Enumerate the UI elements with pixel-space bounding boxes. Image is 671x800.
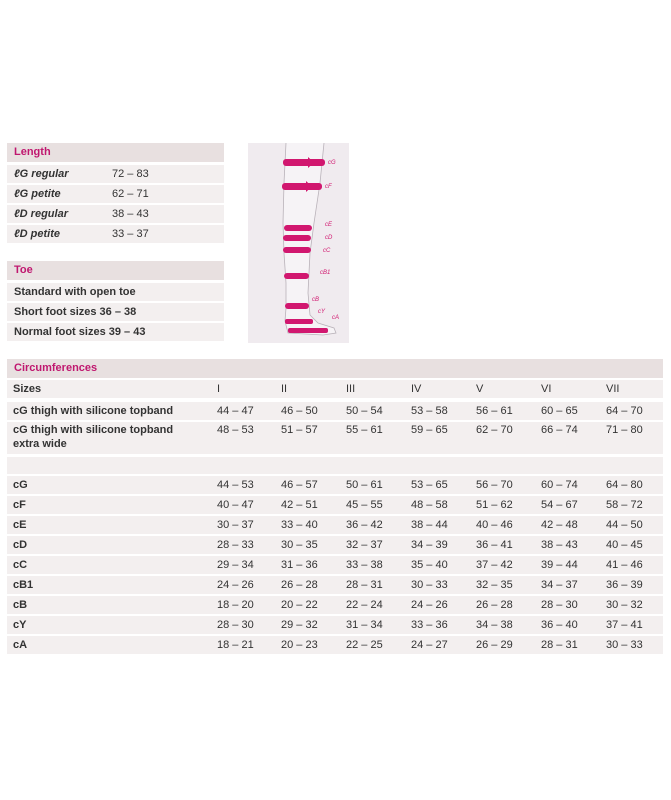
diagram-label-cE: cE xyxy=(325,222,333,228)
row-label: cB xyxy=(13,599,28,611)
size-value: 28 – 31 xyxy=(541,639,578,651)
size-value: 33 – 40 xyxy=(281,519,318,531)
table-row xyxy=(7,616,663,634)
size-value: 37 – 42 xyxy=(476,559,513,571)
leg-illustration xyxy=(248,143,349,343)
diagram-label-cF: cF xyxy=(325,184,332,190)
size-value: 53 – 65 xyxy=(411,479,448,491)
size-value: 34 – 38 xyxy=(476,619,513,631)
size-value: 33 – 36 xyxy=(411,619,448,631)
row-label: cY xyxy=(13,619,27,631)
size-value: 26 – 28 xyxy=(281,579,318,591)
table-row xyxy=(7,596,663,614)
row-label: cB1 xyxy=(13,579,34,591)
size-value: 44 – 53 xyxy=(217,479,254,491)
size-value: 18 – 20 xyxy=(217,599,254,611)
band-cY xyxy=(285,319,313,324)
size-value: 36 – 41 xyxy=(476,539,513,551)
size-value: 38 – 43 xyxy=(541,539,578,551)
size-value: 38 – 44 xyxy=(411,519,448,531)
size-value: 56 – 61 xyxy=(476,405,513,417)
size-value: 40 – 47 xyxy=(217,499,254,511)
length-row xyxy=(7,205,224,223)
size-value: 28 – 30 xyxy=(541,599,578,611)
table-row xyxy=(7,516,663,534)
length-label: ℓD petite xyxy=(14,228,61,240)
size-value: 37 – 41 xyxy=(606,619,643,631)
toe-label: Standard with open toe xyxy=(14,286,136,298)
size-value: 36 – 42 xyxy=(346,519,383,531)
length-label: ℓG petite xyxy=(14,188,61,200)
length-value: 72 – 83 xyxy=(112,168,149,180)
table-row xyxy=(7,476,663,494)
leg-measurement-diagram xyxy=(248,143,349,343)
size-value: 28 – 31 xyxy=(346,579,383,591)
size-value: 71 – 80 xyxy=(606,424,643,436)
size-value: 41 – 46 xyxy=(606,559,643,571)
size-value: VI xyxy=(541,383,552,395)
diagram-label-cB: cB xyxy=(312,297,320,303)
row-label: cE xyxy=(13,519,27,531)
size-value: 26 – 29 xyxy=(476,639,513,651)
band-cG xyxy=(283,159,325,166)
size-value: 54 – 67 xyxy=(541,499,578,511)
size-value: 22 – 25 xyxy=(346,639,383,651)
diagram-label-cG: cG xyxy=(328,160,336,166)
length-row xyxy=(7,165,224,183)
size-value: 20 – 23 xyxy=(281,639,318,651)
band-cB1 xyxy=(284,273,309,279)
size-value: 39 – 44 xyxy=(541,559,578,571)
size-value: 51 – 62 xyxy=(476,499,513,511)
size-value: 36 – 39 xyxy=(606,579,643,591)
size-value: 50 – 54 xyxy=(346,405,383,417)
row-label xyxy=(13,423,173,451)
length-row xyxy=(7,225,224,243)
size-value: 59 – 65 xyxy=(411,424,448,436)
size-value: 60 – 74 xyxy=(541,479,578,491)
diagram-label-cB1: cB1 xyxy=(320,270,331,276)
size-value: 30 – 37 xyxy=(217,519,254,531)
diagram-label-cD: cD xyxy=(325,235,333,241)
size-value: 36 – 40 xyxy=(541,619,578,631)
size-value: 45 – 55 xyxy=(346,499,383,511)
table-row xyxy=(7,576,663,594)
row-label: cG thigh with silicone topband xyxy=(13,405,174,417)
size-value: 62 – 70 xyxy=(476,424,513,436)
size-value: 58 – 72 xyxy=(606,499,643,511)
size-value: 66 – 74 xyxy=(541,424,578,436)
size-value: 42 – 48 xyxy=(541,519,578,531)
size-value: 18 – 21 xyxy=(217,639,254,651)
toe-heading: Toe xyxy=(7,261,224,280)
band-cC xyxy=(283,247,311,253)
size-value: 42 – 51 xyxy=(281,499,318,511)
size-value: 55 – 61 xyxy=(346,424,383,436)
length-heading: Length xyxy=(7,143,224,162)
size-value: 56 – 70 xyxy=(476,479,513,491)
toe-label: Short foot sizes 36 – 38 xyxy=(14,306,137,318)
table-row xyxy=(7,422,663,454)
table-row xyxy=(7,556,663,574)
length-label: ℓG regular xyxy=(14,168,69,180)
row-label-line: cG thigh with silicone topband xyxy=(13,424,174,436)
size-value: 64 – 80 xyxy=(606,479,643,491)
row-label: cG xyxy=(13,479,28,491)
diagram-label-cA: cA xyxy=(332,315,340,321)
row-label: cA xyxy=(13,639,28,651)
size-value: VII xyxy=(606,383,620,395)
size-value: 44 – 50 xyxy=(606,519,643,531)
toe-row xyxy=(7,323,224,341)
table-row xyxy=(7,402,663,420)
size-value: 33 – 38 xyxy=(346,559,383,571)
size-value: 30 – 33 xyxy=(411,579,448,591)
size-value: 46 – 50 xyxy=(281,405,318,417)
size-value: 24 – 27 xyxy=(411,639,448,651)
band-cD xyxy=(283,235,311,241)
length-value: 62 – 71 xyxy=(112,188,149,200)
size-value: 30 – 32 xyxy=(606,599,643,611)
size-value: 51 – 57 xyxy=(281,424,318,436)
size-value: 40 – 46 xyxy=(476,519,513,531)
size-value: 44 – 47 xyxy=(217,405,254,417)
size-value: 46 – 57 xyxy=(281,479,318,491)
size-value: 32 – 37 xyxy=(346,539,383,551)
size-value: I xyxy=(217,383,221,395)
size-value: 24 – 26 xyxy=(411,599,448,611)
row-label: cF xyxy=(13,499,26,511)
table-row xyxy=(7,496,663,514)
size-value: 31 – 36 xyxy=(281,559,318,571)
table-row xyxy=(7,636,663,654)
toe-row xyxy=(7,303,224,321)
size-value: 32 – 35 xyxy=(476,579,513,591)
size-value: 64 – 70 xyxy=(606,405,643,417)
size-value: 48 – 53 xyxy=(217,424,254,436)
band-cF xyxy=(282,183,322,190)
size-value: V xyxy=(476,383,484,395)
band-cE xyxy=(284,225,312,231)
band-cA xyxy=(288,328,328,333)
row-label: cD xyxy=(13,539,28,551)
row-label: cC xyxy=(13,559,28,571)
size-value: 20 – 22 xyxy=(281,599,318,611)
size-value: 34 – 37 xyxy=(541,579,578,591)
row-label-line: extra wide xyxy=(13,438,67,450)
size-value: 53 – 58 xyxy=(411,405,448,417)
size-value: 35 – 40 xyxy=(411,559,448,571)
size-value: 50 – 61 xyxy=(346,479,383,491)
row-label: Sizes xyxy=(13,383,42,395)
length-row xyxy=(7,185,224,203)
size-value: 30 – 33 xyxy=(606,639,643,651)
size-value: II xyxy=(281,383,288,395)
table-header-row xyxy=(7,380,663,398)
table-spacer-row xyxy=(7,457,663,474)
size-value: 31 – 34 xyxy=(346,619,383,631)
circumferences-heading: Circumferences xyxy=(7,359,663,378)
size-value: 40 – 45 xyxy=(606,539,643,551)
size-value: 60 – 65 xyxy=(541,405,578,417)
table-row xyxy=(7,536,663,554)
size-value: 48 – 58 xyxy=(411,499,448,511)
length-value: 33 – 37 xyxy=(112,228,149,240)
size-value: 30 – 35 xyxy=(281,539,318,551)
size-value: III xyxy=(346,383,356,395)
size-value: 26 – 28 xyxy=(476,599,513,611)
size-value: 28 – 33 xyxy=(217,539,254,551)
size-value: 24 – 26 xyxy=(217,579,254,591)
diagram-label-cC: cC xyxy=(323,248,331,254)
toe-label: Normal foot sizes 39 – 43 xyxy=(14,326,146,338)
size-value: 28 – 30 xyxy=(217,619,254,631)
diagram-label-cY: cY xyxy=(318,309,326,315)
toe-row xyxy=(7,283,224,301)
size-value: 34 – 39 xyxy=(411,539,448,551)
length-value: 38 – 43 xyxy=(112,208,149,220)
band-cB xyxy=(285,303,309,309)
size-value: 22 – 24 xyxy=(346,599,383,611)
size-value: 29 – 32 xyxy=(281,619,318,631)
length-label: ℓD regular xyxy=(14,208,68,220)
size-value: 29 – 34 xyxy=(217,559,254,571)
size-value: IV xyxy=(411,383,422,395)
